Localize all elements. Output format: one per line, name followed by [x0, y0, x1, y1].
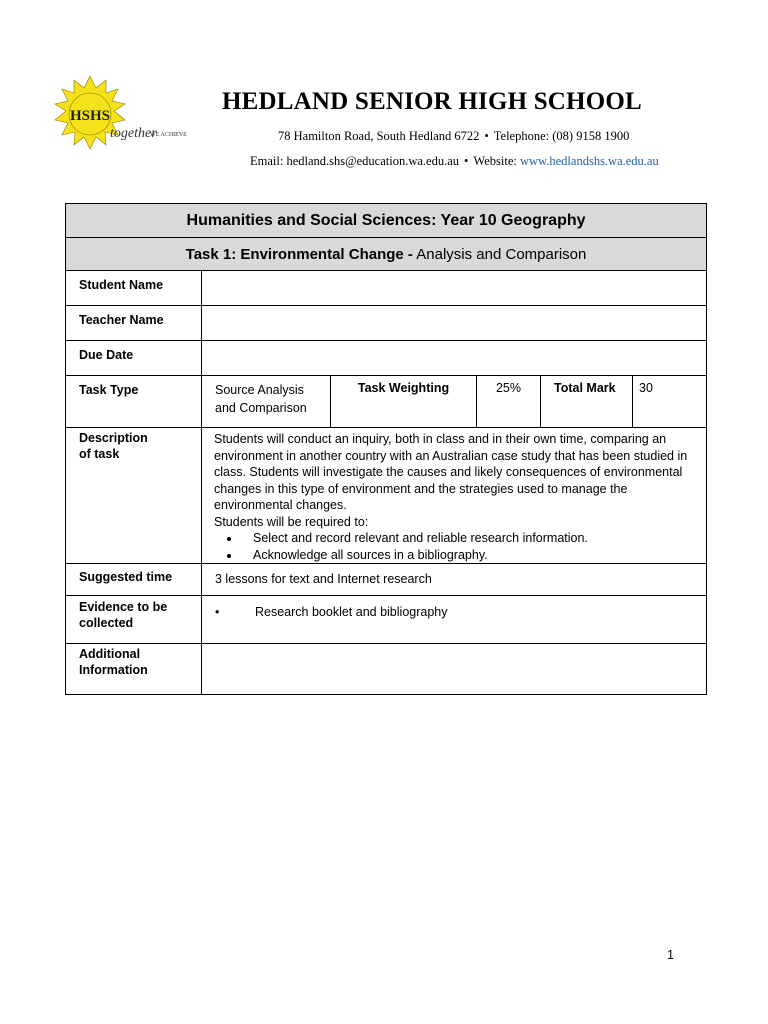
evidence-label-line-2: collected — [79, 616, 134, 630]
teacher-name-field[interactable] — [202, 306, 707, 341]
student-name-label: Student Name — [66, 271, 202, 306]
teacher-name-label: Teacher Name — [66, 306, 202, 341]
school-contact-line — [250, 154, 659, 169]
task-type-value-line-1: Source Analysis — [215, 383, 304, 397]
evidence-item — [215, 605, 706, 619]
total-mark-label: Total Mark — [541, 376, 633, 428]
requirement-item: • Select and record relevant and reliable research information. — [241, 530, 696, 547]
due-date-field[interactable] — [202, 341, 707, 376]
task-weighting-value: 25% — [477, 376, 541, 428]
task-type-value-line-2: and Comparison — [215, 401, 307, 415]
evidence-item-text: Research booklet and bibliography — [255, 605, 448, 619]
description-text: Students will conduct an inquiry, both in class and in their own time, comparing an environment in another country with an Australian case study that has been studied in class. Students will investigate the causes and likely consequences of environmental changes in this type of environment and the strategies used to manage the environmental changes. — [214, 432, 688, 512]
total-mark-value: 30 — [633, 376, 707, 428]
task-heading — [66, 238, 707, 271]
table-title: Humanities and Social Sciences: Year 10 Geography — [66, 204, 707, 238]
evidence-list — [202, 605, 706, 619]
task-type-value — [202, 376, 331, 428]
additional-info-field[interactable] — [202, 644, 707, 695]
evidence-cell — [202, 596, 707, 644]
evidence-label-line-1: Evidence to be — [79, 600, 168, 614]
logo-motto-tail: WE ACHIEVE — [150, 132, 187, 138]
task-weighting-label: Task Weighting — [331, 376, 477, 428]
school-address-line — [278, 129, 629, 144]
description-cell — [202, 428, 707, 564]
school-name: HEDLAND SENIOR HIGH SCHOOL — [222, 88, 642, 115]
address: 78 Hamilton Road, South Hedland 6722 — [278, 129, 480, 143]
due-date-label: Due Date — [66, 341, 202, 376]
requirement-item: • Acknowledge all sources in a bibliography. — [241, 547, 696, 564]
logo-letters: HSHS — [69, 108, 111, 124]
email[interactable]: Email: hedland.shs@education.wa.edu.au — [250, 154, 460, 168]
bullet-icon: • — [215, 605, 220, 619]
task-table — [65, 203, 706, 695]
additional-label-line-1: Additional — [79, 647, 141, 661]
additional-label-line-2: Information — [79, 663, 148, 677]
website-label: Website: — [473, 154, 517, 168]
logo-motto: together — [110, 126, 157, 141]
description-label — [66, 428, 202, 564]
suggested-time-value: 3 lessons for text and Internet research — [202, 564, 707, 596]
requirements-list — [214, 530, 696, 563]
task-heading-bold: Task 1: Environmental Change - — [185, 245, 413, 263]
evidence-label — [66, 596, 202, 644]
description-label-line-1: Description — [79, 431, 148, 445]
separator: • — [464, 154, 469, 168]
additional-info-label — [66, 644, 202, 695]
school-logo — [50, 74, 190, 154]
separator: • — [484, 129, 489, 143]
website-link[interactable]: www.hedlandshs.wa.edu.au — [519, 154, 659, 168]
task-heading-rest: Analysis and Comparison — [412, 245, 587, 263]
description-label-line-2: of task — [79, 447, 120, 461]
page-number: 1 — [667, 948, 674, 962]
telephone: Telephone: (08) 9158 1900 — [493, 129, 630, 143]
task-type-label: Task Type — [66, 376, 202, 428]
student-name-field[interactable] — [202, 271, 707, 306]
requirements-intro: Students will be required to: — [214, 514, 369, 529]
suggested-time-label: Suggested time — [66, 564, 202, 596]
